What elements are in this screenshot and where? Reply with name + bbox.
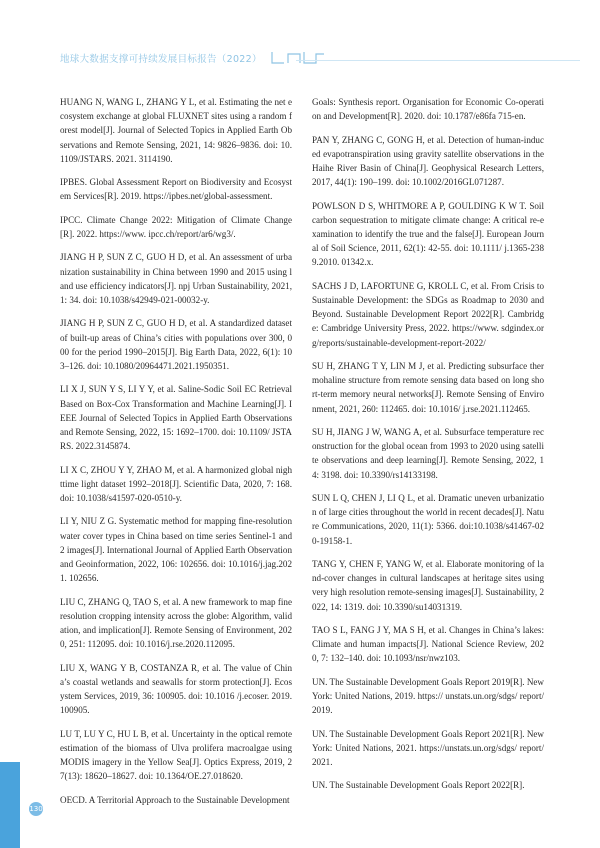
bracket-decoration-icon (270, 51, 326, 65)
running-header (60, 48, 326, 68)
reference-entry: TAO S L, FANG J Y, MA S H, et al. Changes in China’s lakes: Climate and human impacts[J]. National Science Review, 2020, 7: 132–140. doi: 10.1093/nsr/nwz103. (312, 625, 544, 664)
reference-entry: PAN Y, ZHANG C, GONG H, et al. Detection of human-induced evapotranspiration using gravity satellite observations in the Haihe River Basin of China[J]. Geophysical Research Letters, 2017, 44(1): 190–199. doi: 10.1002/2016GL071287. (312, 134, 544, 188)
reference-entry: LI X C, ZHOU Y Y, ZHAO M, et al. A harmonized global nighttime light dataset 1992–2018[J]. Scientific Data, 2020, 7: 168. doi: 10.1038/s41597-020-0510-y. (60, 464, 292, 503)
page-number-badge (29, 802, 43, 816)
reference-entry: SUN L Q, CHEN J, LI Q L, et al. Dramatic uneven urbanization of large cities throughout the world in recent decades[J]. Nature Communications, 2020, 11(1): 5366. doi:10.1038/s41467-020-19158-1. (312, 493, 544, 546)
reference-entry: LU T, LU Y C, HU L B, et al. Uncertainty in the optical remote estimation of the biomass of Ulva prolifera macroalgae using MODIS imagery in the Yellow Sea[J]. Optics Express, 2019, 27(13): 18620–18627. doi: 10.1364/OE.27.018620. (60, 728, 292, 782)
reference-entry: SACHS J D, LAFORTUNE G, KROLL C, et al. From Crisis to Sustainable Development: the SDGs as Roadmap to 2030 and Beyond. Sustainable Development Report 2022[R]. Cambridge: Cambridge University Press, 2022. https://www. sdgindex.org/reports/sustainable-development-report-2022/ (312, 280, 544, 348)
header-rule (296, 60, 580, 61)
reference-entry: IPCC. Climate Change 2022: Mitigation of Climate Change[R]. 2022. https://www. ipcc.ch/report/ar6/wg3/. (60, 214, 292, 239)
references-right-column (312, 95, 544, 802)
reference-entry: JIANG H P, SUN Z C, GUO H D, et al. An assessment of urbanization sustainability in China between 1990 and 2015 using land use efficiency indicators[J]. npj Urban Sustainability, 2021, 1: 34. doi: 10.1038/s42949-021-00032-y. (60, 252, 292, 305)
reference-entry: Goals: Synthesis report. Organisation for Economic Co-operation and Development[R]. 2020. doi: 10.1787/e86fa 715-en. (312, 97, 544, 122)
reference-entry: SU H, ZHANG T Y, LIN M J, et al. Predicting subsurface thermohaline structure from remote sensing data based on long short-term memory neural networks[J]. Remote Sensing of Environment, 2021, 260: 112465. doi: 10.1016/ j.rse.2021.112465. (312, 361, 544, 414)
page-number: 130 (29, 805, 43, 813)
reference-entry: SU H, JIANG J W, WANG A, et al. Subsurface temperature reconstruction for the global ocean from 1993 to 2020 using satellite observations and deep learning[J]. Remote Sensing, 2022, 14: 3198. doi: 10.3390/rs14133198. (312, 427, 544, 480)
reference-entry: OECD. A Territorial Approach to the Sustainable Development (60, 794, 290, 805)
reference-entry: JIANG H P, SUN Z C, GUO H D, et al. A standardized dataset of built-up areas of China’s cities with populations over 300, 000 for the period 1990–2015[J]. Big Earth Data, 2022, 6(1): 103–126. doi: 10.1080/20964471.2021.1950351. (60, 318, 292, 371)
reference-entry: POWLSON D S, WHITMORE A P, GOULDING K W T. Soil carbon sequestration to mitigate climate change: A critical re-examination to identify the true and the false[J]. European Journal of Soil Science, 2011, 62(1): 42-55. doi: 10.1111/ j.1365-2389.2010. 01342.x. (312, 200, 544, 268)
reference-entry: TANG Y, CHEN F, YANG W, et al. Elaborate monitoring of land-cover changes in cultural landscapes at heritage sites using very high resolution remote-sensing images[J]. Sustainability, 2022, 14: 1319. doi: 10.3390/su14031319. (312, 559, 544, 612)
reference-entry: UN. The Sustainable Development Goals Report 2019[R]. New York: United Nations, 2019. https:// unstats.un.org/sdgs/ report/2019. (312, 676, 544, 716)
reference-entry: UN. The Sustainable Development Goals Report 2022[R]. (312, 780, 525, 791)
reference-entry: LIU X, WANG Y B, COSTANZA R, et al. The value of China’s coastal wetlands and seawalls for storm protection[J]. Ecosystem Services, 2019, 36: 100905. doi: 10.1016 /j.ecoser. 2019.100905. (60, 662, 292, 716)
references-left-column (60, 95, 292, 816)
reference-entry: HUANG N, WANG L, ZHANG Y L, et al. Estimating the net ecosystem exchange at global FLUXNET sites using a random forest model[J]. Journal of Selected Topics in Applied Earth Observations and Remote Sensing, 2021, 14: 9826–9836. doi: 10.1109/JSTARS. 2021. 3114190. (60, 97, 292, 164)
reference-entry: IPBES. Global Assessment Report on Biodiversity and Ecosystem Services[R]. 2019. https://ipbes.net/global-assessment. (60, 177, 292, 202)
side-accent-bar (0, 762, 20, 848)
reference-entry: LI Y, NIU Z G. Systematic method for mapping fine-resolution water cover types in China based on time series Sentinel-1 and 2 images[J]. International Journal of Applied Earth Observation and Geoinformation, 2022, 106: 102656. doi: 10.1016/j.jag.2021. 102656. (60, 516, 292, 584)
report-title: 地球大数据支撑可持续发展目标报告（2022） (60, 54, 262, 65)
reference-entry: LI X J, SUN Y S, LI Y Y, et al. Saline-Sodic Soil EC Retrieval Based on Box-Cox Transformation and Machine Learning[J]. IEEE Journal of Selected Topics in Applied Earth Observations and Remote Sensing, 2022, 15: 1692–1700. doi: 10.1109/ JSTARS. 2022.3145874. (60, 384, 292, 452)
reference-entry: LIU C, ZHANG Q, TAO S, et al. A new framework to map fine resolution cropping intensity across the globe: Algorithm, validation, and implication[J]. Remote Sensing of Environment, 2020, 251: 112095. doi: 10.1016/j.rse.2020.112095. (60, 596, 292, 650)
reference-entry: UN. The Sustainable Development Goals Report 2021[R]. New York: United Nations, 2021. https://unstats.un.org/sdgs/ report/2021. (312, 728, 544, 767)
